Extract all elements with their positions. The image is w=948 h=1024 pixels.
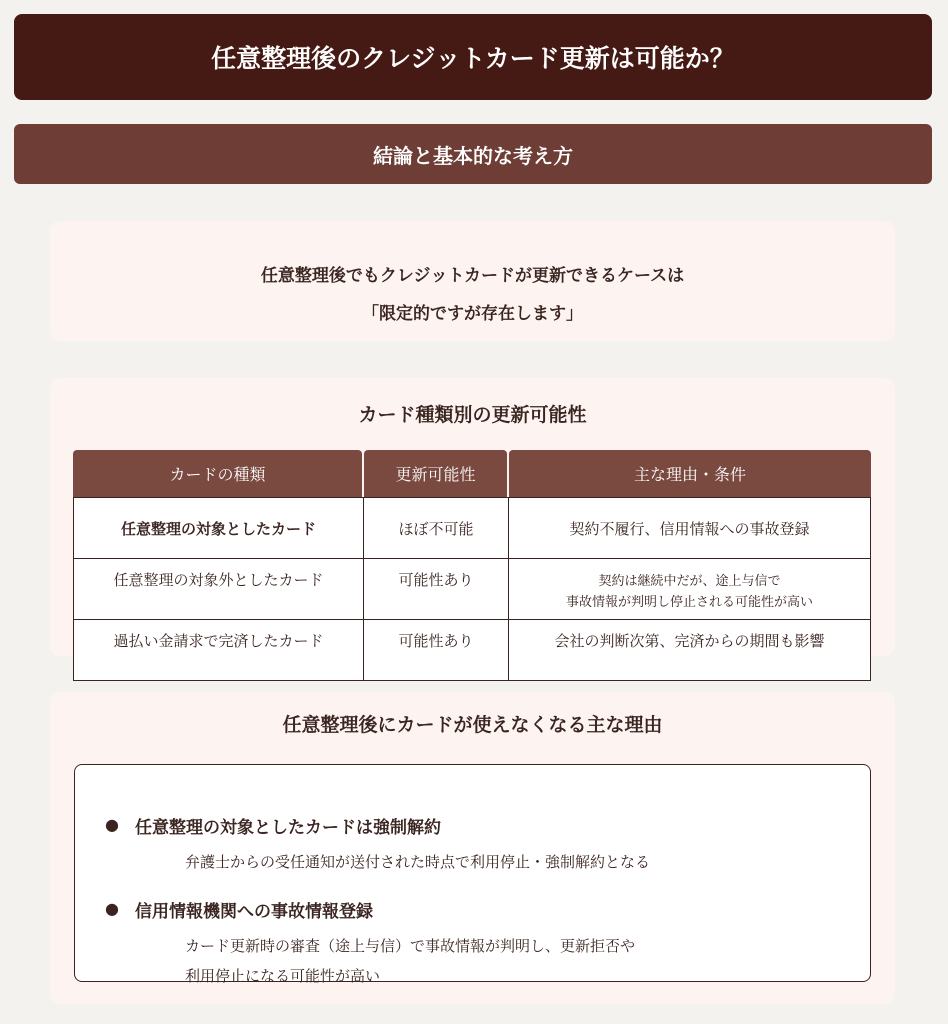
reason-description-line-1: カード更新時の審査（途上与信）で事故情報が判明し、更新拒否や [185,937,636,955]
conclusion-line-2: 「限定的ですが存在します」 [362,304,583,324]
table-row [74,619,870,680]
cell-reason: 契約不履行、信用情報への事故登録 [569,519,810,538]
cell-card-type: 任意整理の対象としたカード [74,498,364,558]
reasons-list [74,764,871,985]
cell-card-type: 過払い金請求で完済したカード [74,620,364,680]
reason-description-line-1: 弁護士からの受任通知が送付された時点で利用停止・強制解約となる [185,853,651,871]
page-title: 任意整理後のクレジットカード更新は可能か？ [14,14,932,100]
card-type-heading: カード種類別の更新可能性 [358,404,587,426]
cell-possibility: 可能性あり [364,620,509,680]
header-reason: 主な理由・条件 [509,450,871,497]
cell-possibility: ほぼ不可能 [364,498,509,558]
cell-possibility: 可能性あり [364,559,509,619]
table-row [74,497,870,558]
reason-description-line-2: 利用停止になる可能性が高い [185,967,381,985]
cell-reason: 会社の判断次第、完済からの期間も影響 [554,632,825,650]
bullet-icon: ● [105,815,119,834]
conclusion-line-1: 任意整理後でもクレジットカードが更新できるケースは [260,266,685,286]
reason-description [185,931,635,991]
reason-title: 信用情報機関への事故情報登録 [135,902,373,922]
cell-reason-line-1: 契約は継続中だが、途上与信で [598,574,781,589]
reason-description [185,847,650,877]
section-title: 結論と基本的な考え方 [14,124,932,184]
reason-title: 任意整理の対象としたカードは強制解約 [135,818,441,838]
header-card-type: カードの種類 [73,450,362,497]
cell-reason-line-2: 事故情報が判明し停止される可能性が高い [565,595,813,610]
table-row [74,558,870,619]
cell-card-type: 任意整理の対象外としたカード [74,559,364,619]
reasons-heading: 任意整理後にカードが使えなくなる主な理由 [282,714,663,736]
cell-reason [509,559,870,619]
bullet-icon: ● [105,899,119,918]
table-header [73,450,871,497]
card-type-table [73,450,871,681]
conclusion-panel [50,221,895,341]
table-body [73,497,871,681]
header-possibility: 更新可能性 [364,450,507,497]
